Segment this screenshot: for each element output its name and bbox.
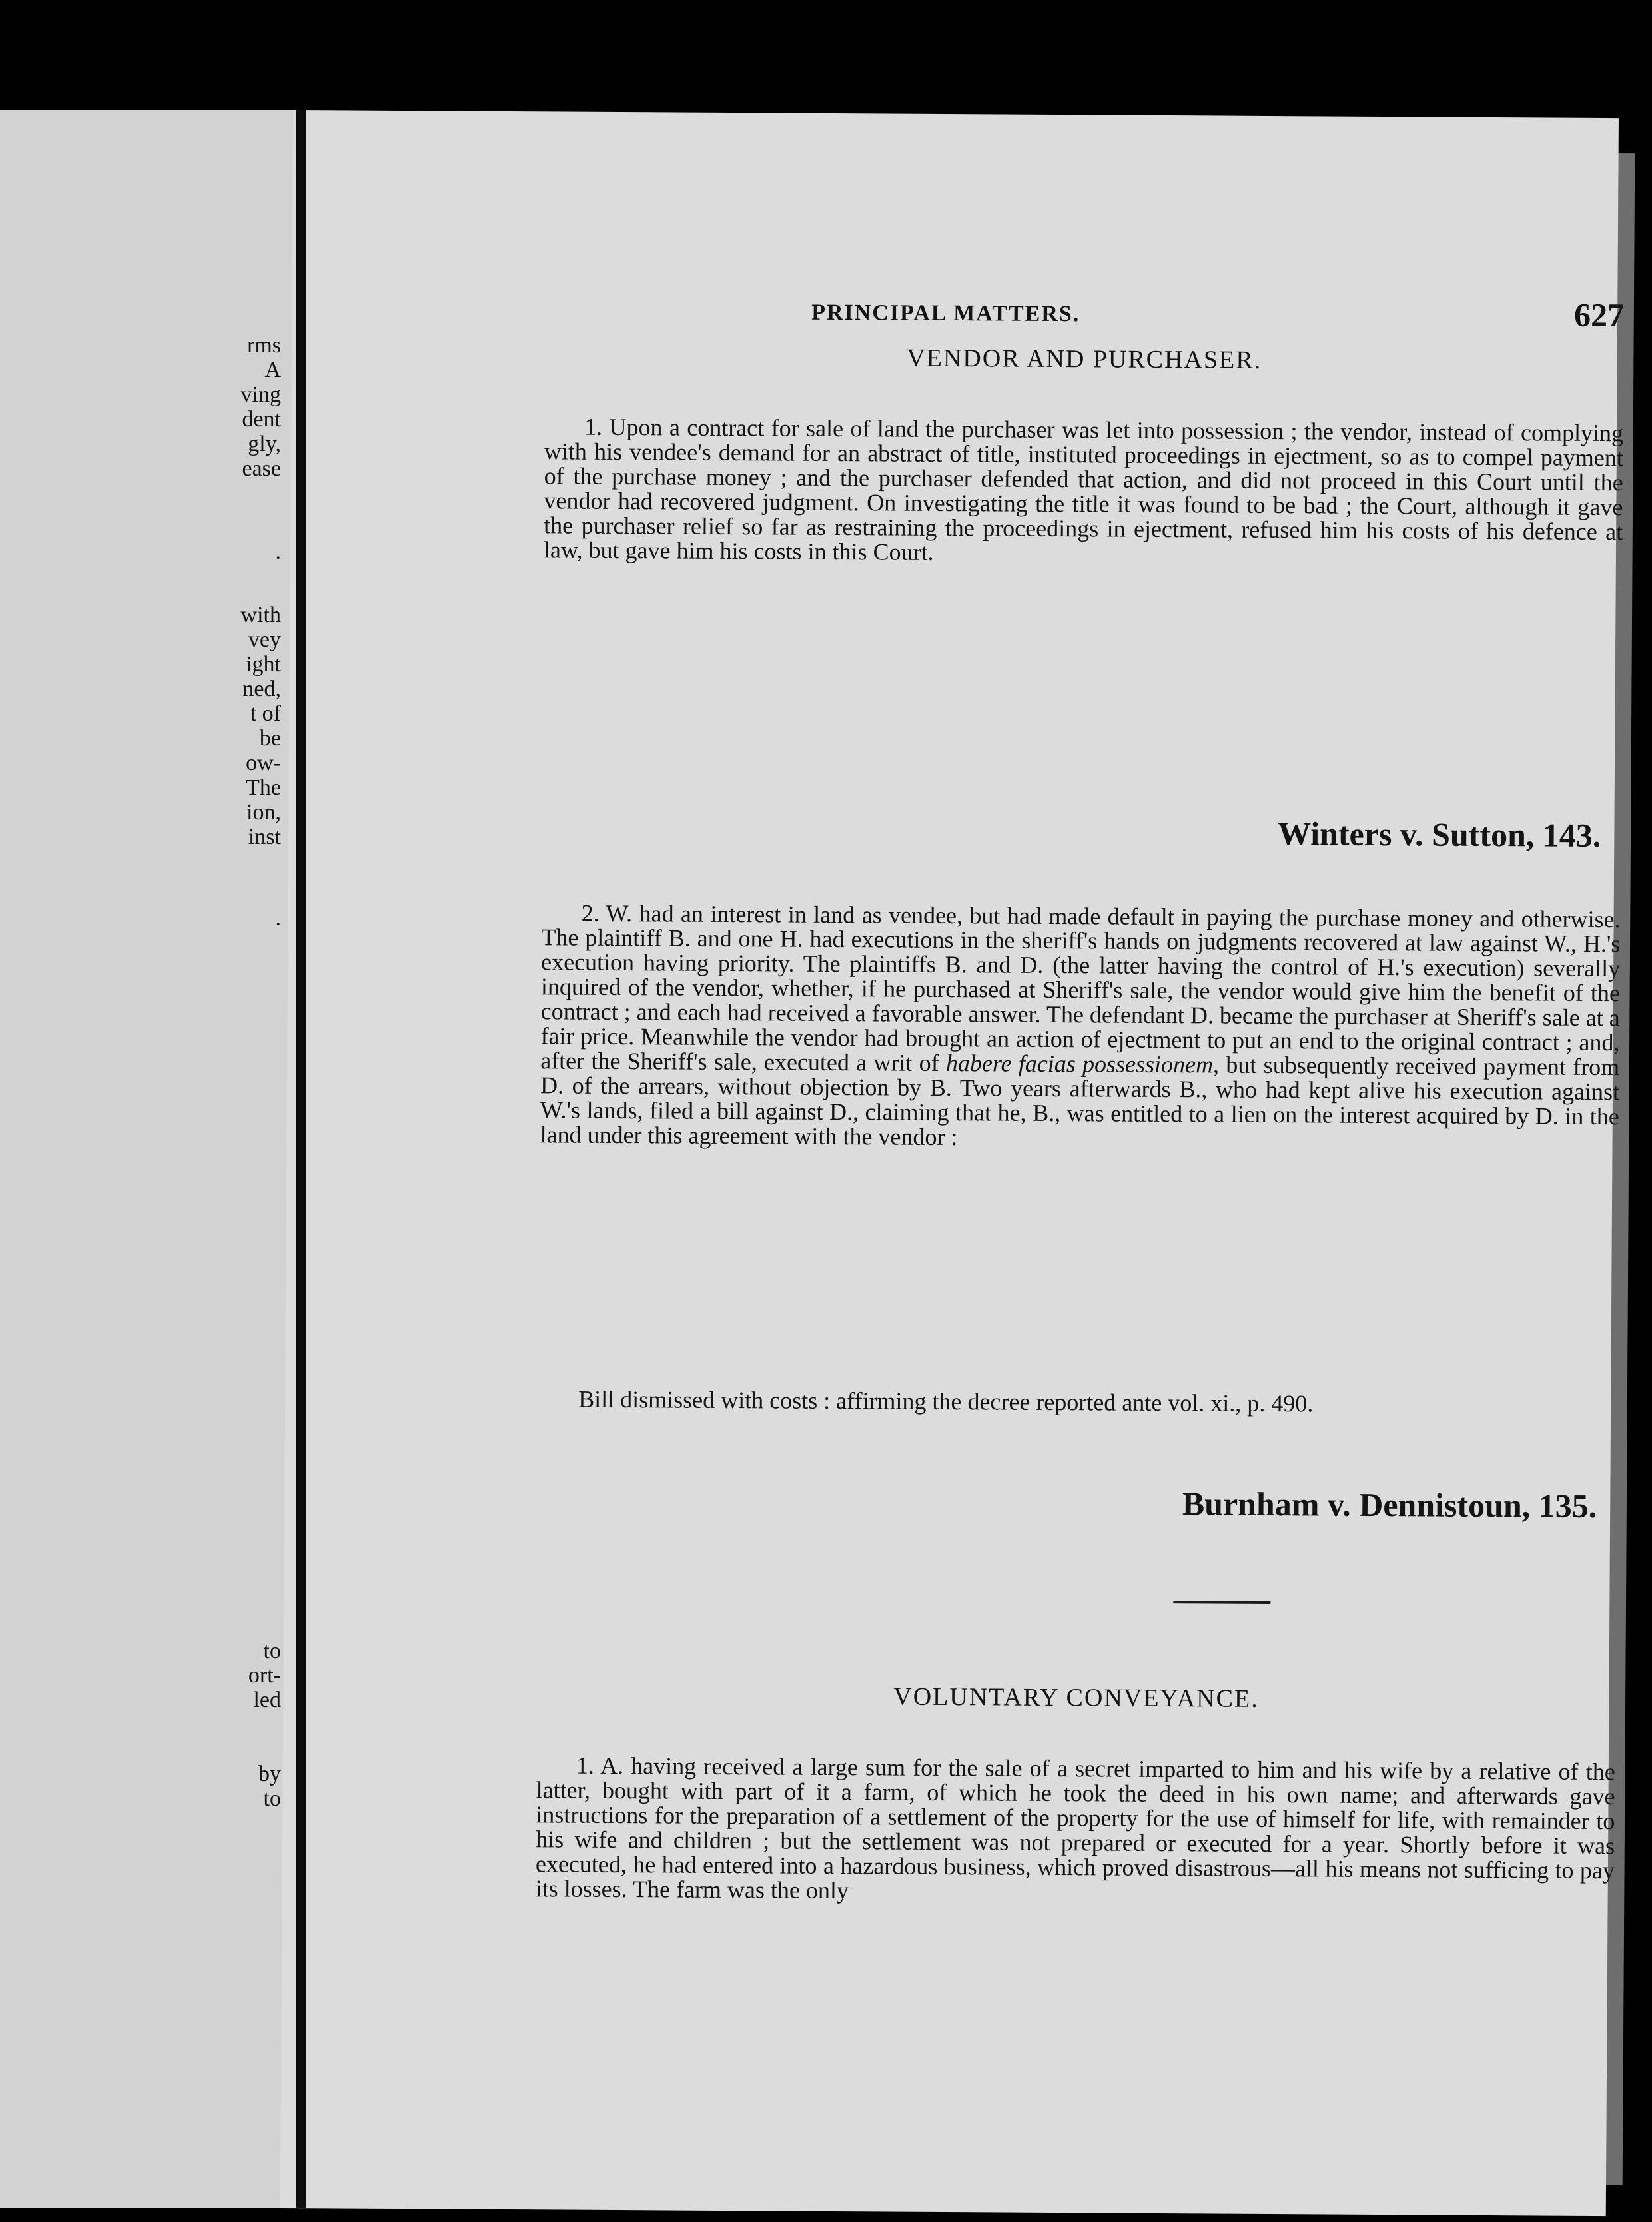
left-page-fragment: with xyxy=(240,603,281,627)
left-page-fragment: rms xyxy=(247,333,281,358)
left-page-fragment: ight xyxy=(246,652,281,677)
left-page-fragment: ort- xyxy=(248,1663,281,1688)
left-page-fragment: A xyxy=(264,358,281,382)
left-page-fragment: . xyxy=(275,906,281,930)
left-page-edge xyxy=(0,110,293,2208)
page-header xyxy=(545,288,1624,334)
left-page-fragment: The xyxy=(246,775,281,800)
left-page-fragment: dent xyxy=(242,407,281,432)
book-spine xyxy=(296,110,306,2208)
case-citation: Burnham v. Dennistoun, 135. xyxy=(1182,1485,1597,1525)
section-divider xyxy=(1173,1601,1270,1604)
left-page-fragment: inst xyxy=(248,825,281,849)
left-page-fragment: ease xyxy=(242,456,281,481)
page-number: 627 xyxy=(1573,296,1625,334)
left-page-fragment: . xyxy=(275,540,281,564)
left-page-fragment: ned, xyxy=(242,677,281,701)
paragraph-voluntary-1: 1. A. having received a large sum for the sale of a secret imparted to him and his wife by a relative of the latter, bought with part of it a farm, of which he took the deed in his own name; and afterwards gave instructions for the preparation of a settlement of the property for the use of himself for life, with remainder to his wife and children ; but the settlement was not prepared or executed for a year. Shortly before it was executed, he had entered into a hazardous business, which proved disastrous—all his means not sufficing to pay its losses. The farm was the only xyxy=(535,1752,1615,1904)
italic-phrase: habere facias possessionem xyxy=(945,1050,1214,1078)
section-title-voluntary-conveyance: VOLUNTARY CONVEYANCE. xyxy=(893,1682,1259,1713)
left-page-fragment: vey xyxy=(248,627,281,652)
left-page-fragment: to xyxy=(263,1639,281,1663)
left-page-fragment: t of xyxy=(250,701,281,726)
decision-text: Bill dismissed with costs : affirming the decree reported ante vol. xi., p. 490. xyxy=(578,1385,1314,1417)
section-title-vendor-purchaser: VENDOR AND PURCHASER. xyxy=(907,344,1262,374)
right-page xyxy=(280,110,1625,2216)
left-page-fragment: to xyxy=(263,1786,281,1811)
paragraph-vendor-2 xyxy=(540,901,1620,1154)
left-page-fragment: ow- xyxy=(246,751,281,775)
paragraph-text: , but subsequently received payment from D. of the arrears, without objection by B. Two years afterwards B., who had kept alive his execution against W.'s lands, filed a bill against D., claiming that he, B., was entitled to a lien on the interest acquired by D. in the land under this agreement with the vendor : xyxy=(540,1051,1620,1151)
page-content xyxy=(535,288,1625,1904)
case-citation: Winters v. Sutton, 143. xyxy=(1277,815,1601,855)
left-page-fragment: ving xyxy=(240,382,281,407)
paragraph-text: 2. W. had an interest in land as vendee, but had made default in paying the purchase money and otherwise. The plaintiff B. and one H. had executions in the sheriff's hands on judgments recovered at law against W., H.'s execution having priority. The plaintiffs B. and D. (the latter having the control of H.'s execution) severally inquired of the vendor, whether, if he purchased at Sheriff's sale, the vendor would give him the benefit of the contract ; and each had received a favorable answer. The defendant D. became the purchaser at Sheriff's sale at a fair price. Meanwhile the vendor had brought an action of ejectment to put an end to the original contract ; and, after the Sheriff's sale, executed a writ of xyxy=(540,899,1621,1077)
left-page-fragment: ion, xyxy=(246,800,281,825)
left-page-fragment: gly, xyxy=(248,432,281,456)
left-page-fragment: by xyxy=(258,1762,281,1786)
left-page-fragment: led xyxy=(253,1688,281,1712)
running-head: PRINCIPAL MATTERS. xyxy=(811,300,1080,327)
left-page-fragment: be xyxy=(259,726,281,751)
paragraph-vendor-1: 1. Upon a contract for sale of land the purchaser was let into possession ; the vendor, instead of complying with his vendee's demand for an abstract of title, instituted proceedings in ejectment, so as to compel payment of the purchase money ; and the purchaser defended that action, and did not proceed in this Court until the vendor had recovered judgment. On investigating the title it was found to be bad ; the Court, although it gave the purchaser relief so far as restraining the proceedings in ejectment, refused him his costs of his defence at law, but gave him his costs in this Court. xyxy=(543,413,1624,565)
